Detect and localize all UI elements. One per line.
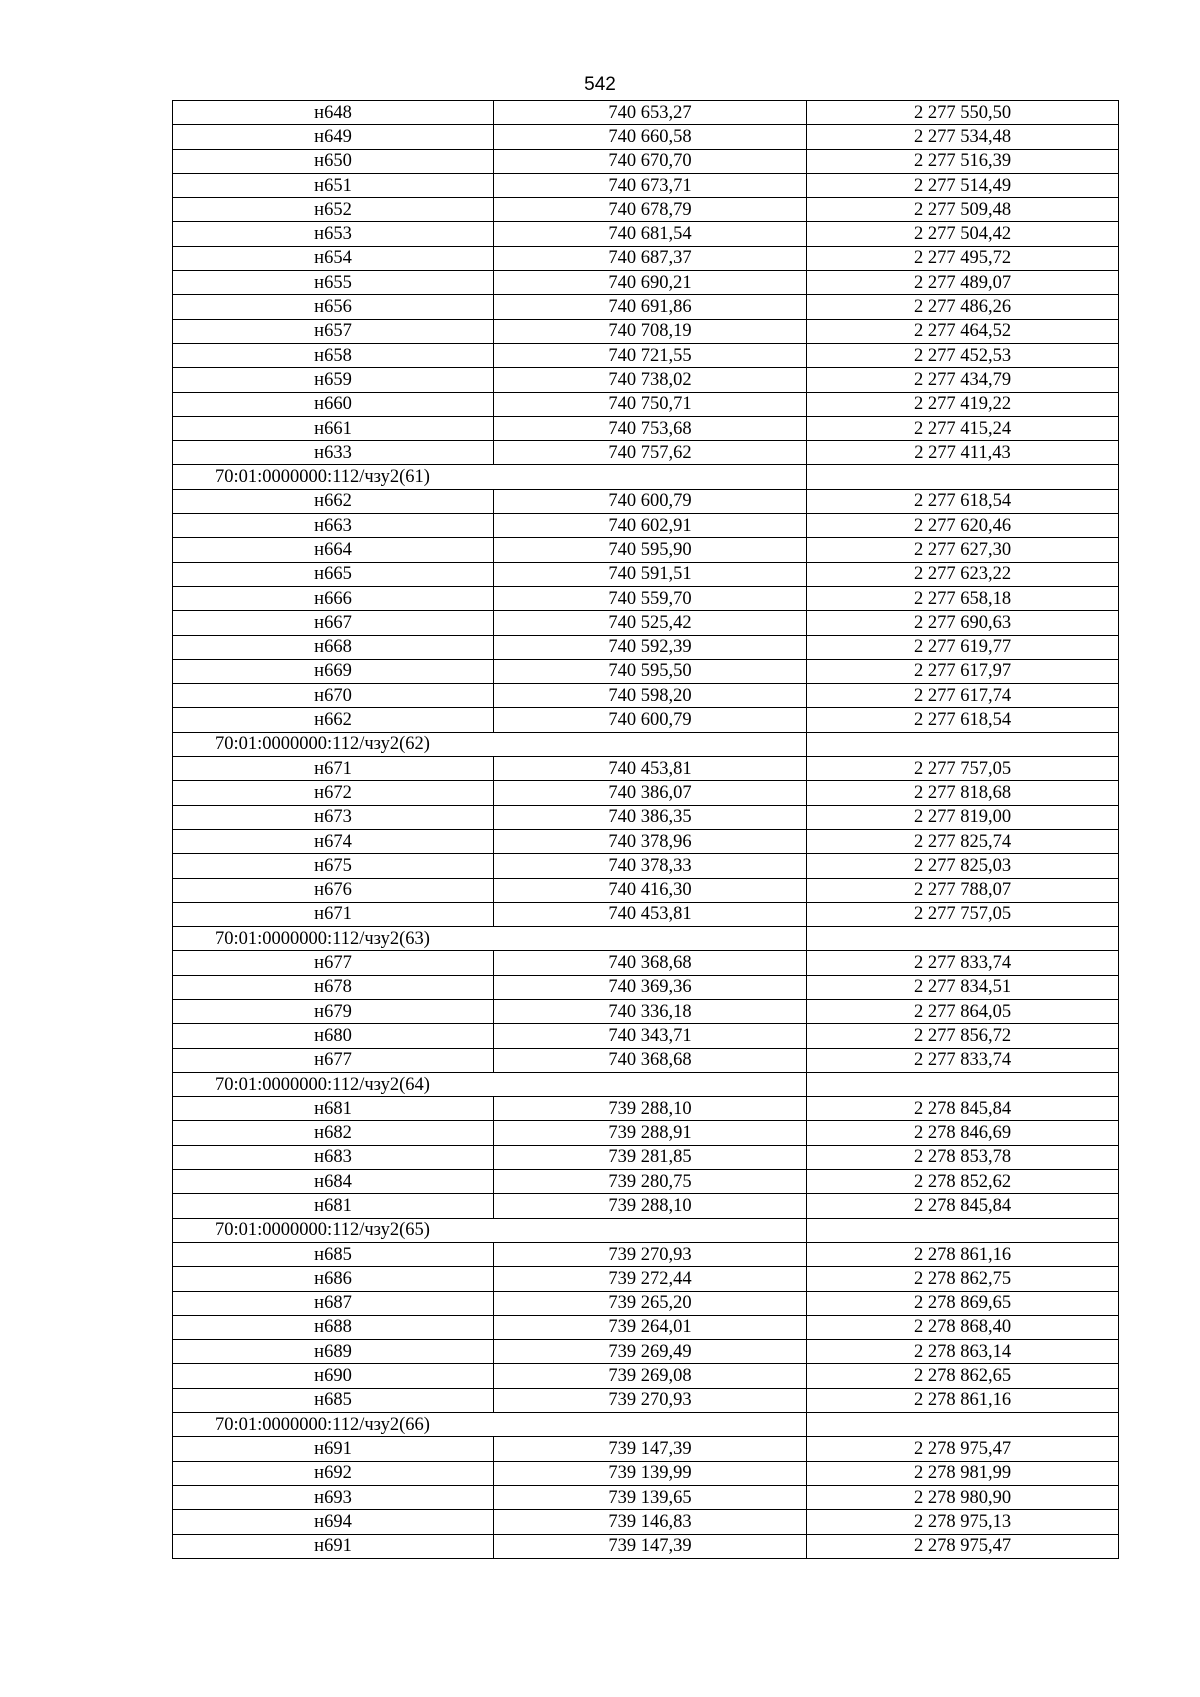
x-coordinate-cell: 740 602,91 xyxy=(494,514,807,538)
table-row xyxy=(173,635,1119,659)
y-coordinate-cell: 2 278 863,14 xyxy=(807,1340,1119,1364)
table-row xyxy=(173,1121,1119,1145)
y-coordinate-cell: 2 278 981,99 xyxy=(807,1461,1119,1485)
table-row xyxy=(173,757,1119,781)
y-coordinate-cell: 2 277 509,48 xyxy=(807,198,1119,222)
y-coordinate-cell: 2 277 489,07 xyxy=(807,271,1119,295)
y-coordinate-cell: 2 277 856,72 xyxy=(807,1024,1119,1048)
table-row xyxy=(173,1267,1119,1291)
section-label: 70:01:0000000:112/чзу2(63) xyxy=(173,927,807,951)
x-coordinate-cell: 740 750,71 xyxy=(494,392,807,416)
x-coordinate-cell: 740 343,71 xyxy=(494,1024,807,1048)
table-row xyxy=(173,343,1119,367)
y-coordinate-cell: 2 277 618,54 xyxy=(807,708,1119,732)
point-id-cell: н688 xyxy=(173,1315,494,1339)
point-id-cell: н673 xyxy=(173,805,494,829)
x-coordinate-cell: 739 147,39 xyxy=(494,1437,807,1461)
point-id-cell: н650 xyxy=(173,149,494,173)
y-coordinate-cell: 2 277 620,46 xyxy=(807,514,1119,538)
point-id-cell: н670 xyxy=(173,684,494,708)
table-row xyxy=(173,416,1119,440)
y-coordinate-cell: 2 277 818,68 xyxy=(807,781,1119,805)
table-row xyxy=(173,149,1119,173)
x-coordinate-cell: 739 288,10 xyxy=(494,1194,807,1218)
table-row xyxy=(173,101,1119,125)
table-row xyxy=(173,1485,1119,1509)
point-id-cell: н667 xyxy=(173,611,494,635)
table-row xyxy=(173,173,1119,197)
point-id-cell: н649 xyxy=(173,125,494,149)
point-id-cell: н671 xyxy=(173,757,494,781)
point-id-cell: н675 xyxy=(173,854,494,878)
point-id-cell: н691 xyxy=(173,1534,494,1558)
table-row xyxy=(173,878,1119,902)
point-id-cell: н672 xyxy=(173,781,494,805)
y-coordinate-cell: 2 277 757,05 xyxy=(807,757,1119,781)
point-id-cell: н679 xyxy=(173,999,494,1023)
y-coordinate-cell: 2 277 834,51 xyxy=(807,975,1119,999)
x-coordinate-cell: 740 386,07 xyxy=(494,781,807,805)
y-coordinate-cell: 2 278 975,47 xyxy=(807,1534,1119,1558)
y-coordinate-cell: 2 277 864,05 xyxy=(807,999,1119,1023)
y-coordinate-cell: 2 278 868,40 xyxy=(807,1315,1119,1339)
table-row xyxy=(173,659,1119,683)
y-coordinate-cell: 2 278 862,65 xyxy=(807,1364,1119,1388)
section-label: 70:01:0000000:112/чзу2(66) xyxy=(173,1413,807,1437)
coordinates-table xyxy=(172,100,1119,1559)
point-id-cell: н680 xyxy=(173,1024,494,1048)
table-row xyxy=(173,1388,1119,1412)
point-id-cell: н671 xyxy=(173,902,494,926)
y-coordinate-cell: 2 277 658,18 xyxy=(807,586,1119,610)
y-coordinate-cell: 2 277 514,49 xyxy=(807,173,1119,197)
table-row xyxy=(173,198,1119,222)
table-row xyxy=(173,441,1119,465)
section-header-row xyxy=(173,1072,1119,1096)
x-coordinate-cell: 739 272,44 xyxy=(494,1267,807,1291)
section-header-row xyxy=(173,732,1119,756)
x-coordinate-cell: 740 595,50 xyxy=(494,659,807,683)
x-coordinate-cell: 739 264,01 xyxy=(494,1315,807,1339)
y-coordinate-cell: 2 277 434,79 xyxy=(807,368,1119,392)
point-id-cell: н661 xyxy=(173,416,494,440)
point-id-cell: н666 xyxy=(173,586,494,610)
section-label: 70:01:0000000:112/чзу2(65) xyxy=(173,1218,807,1242)
table-row xyxy=(173,246,1119,270)
table-row xyxy=(173,271,1119,295)
point-id-cell: н654 xyxy=(173,246,494,270)
y-coordinate-cell: 2 277 617,97 xyxy=(807,659,1119,683)
point-id-cell: н681 xyxy=(173,1097,494,1121)
table-row xyxy=(173,1194,1119,1218)
x-coordinate-cell: 739 146,83 xyxy=(494,1510,807,1534)
x-coordinate-cell: 739 147,39 xyxy=(494,1534,807,1558)
point-id-cell: н660 xyxy=(173,392,494,416)
point-id-cell: н685 xyxy=(173,1388,494,1412)
point-id-cell: н653 xyxy=(173,222,494,246)
point-id-cell: н668 xyxy=(173,635,494,659)
point-id-cell: н677 xyxy=(173,951,494,975)
x-coordinate-cell: 740 678,79 xyxy=(494,198,807,222)
point-id-cell: н693 xyxy=(173,1485,494,1509)
y-coordinate-cell: 2 278 980,90 xyxy=(807,1485,1119,1509)
point-id-cell: н690 xyxy=(173,1364,494,1388)
table-row xyxy=(173,684,1119,708)
point-id-cell: н655 xyxy=(173,271,494,295)
table-row xyxy=(173,1340,1119,1364)
empty-cell xyxy=(807,465,1119,489)
point-id-cell: н662 xyxy=(173,708,494,732)
point-id-cell: н669 xyxy=(173,659,494,683)
x-coordinate-cell: 740 708,19 xyxy=(494,319,807,343)
x-coordinate-cell: 740 525,42 xyxy=(494,611,807,635)
empty-cell xyxy=(807,927,1119,951)
table-row xyxy=(173,1145,1119,1169)
y-coordinate-cell: 2 277 550,50 xyxy=(807,101,1119,125)
table-row xyxy=(173,392,1119,416)
table-row xyxy=(173,1242,1119,1266)
x-coordinate-cell: 739 288,10 xyxy=(494,1097,807,1121)
table-row xyxy=(173,975,1119,999)
x-coordinate-cell: 740 670,70 xyxy=(494,149,807,173)
point-id-cell: н694 xyxy=(173,1510,494,1534)
y-coordinate-cell: 2 277 819,00 xyxy=(807,805,1119,829)
x-coordinate-cell: 739 265,20 xyxy=(494,1291,807,1315)
table-row xyxy=(173,1364,1119,1388)
table-row xyxy=(173,1510,1119,1534)
x-coordinate-cell: 740 687,37 xyxy=(494,246,807,270)
table-row xyxy=(173,1437,1119,1461)
x-coordinate-cell: 739 270,93 xyxy=(494,1388,807,1412)
y-coordinate-cell: 2 277 452,53 xyxy=(807,343,1119,367)
point-id-cell: н659 xyxy=(173,368,494,392)
x-coordinate-cell: 740 653,27 xyxy=(494,101,807,125)
x-coordinate-cell: 739 270,93 xyxy=(494,1242,807,1266)
y-coordinate-cell: 2 277 825,74 xyxy=(807,829,1119,853)
point-id-cell: н656 xyxy=(173,295,494,319)
x-coordinate-cell: 740 369,36 xyxy=(494,975,807,999)
table-row xyxy=(173,538,1119,562)
table-row xyxy=(173,489,1119,513)
table-row xyxy=(173,611,1119,635)
y-coordinate-cell: 2 278 845,84 xyxy=(807,1097,1119,1121)
point-id-cell: н685 xyxy=(173,1242,494,1266)
x-coordinate-cell: 740 386,35 xyxy=(494,805,807,829)
page-number: 542 xyxy=(584,74,616,95)
point-id-cell: н665 xyxy=(173,562,494,586)
section-label: 70:01:0000000:112/чзу2(62) xyxy=(173,732,807,756)
table-row xyxy=(173,586,1119,610)
x-coordinate-cell: 740 691,86 xyxy=(494,295,807,319)
y-coordinate-cell: 2 277 495,72 xyxy=(807,246,1119,270)
point-id-cell: н678 xyxy=(173,975,494,999)
x-coordinate-cell: 739 269,08 xyxy=(494,1364,807,1388)
point-id-cell: н684 xyxy=(173,1170,494,1194)
y-coordinate-cell: 2 277 464,52 xyxy=(807,319,1119,343)
point-id-cell: н648 xyxy=(173,101,494,125)
y-coordinate-cell: 2 277 618,54 xyxy=(807,489,1119,513)
x-coordinate-cell: 740 753,68 xyxy=(494,416,807,440)
y-coordinate-cell: 2 277 617,74 xyxy=(807,684,1119,708)
y-coordinate-cell: 2 278 853,78 xyxy=(807,1145,1119,1169)
y-coordinate-cell: 2 278 861,16 xyxy=(807,1242,1119,1266)
table-row xyxy=(173,562,1119,586)
table-row xyxy=(173,514,1119,538)
table-row xyxy=(173,1461,1119,1485)
empty-cell xyxy=(807,1413,1119,1437)
table-row xyxy=(173,1170,1119,1194)
y-coordinate-cell: 2 278 846,69 xyxy=(807,1121,1119,1145)
y-coordinate-cell: 2 277 623,22 xyxy=(807,562,1119,586)
x-coordinate-cell: 740 378,33 xyxy=(494,854,807,878)
point-id-cell: н683 xyxy=(173,1145,494,1169)
x-coordinate-cell: 739 139,99 xyxy=(494,1461,807,1485)
x-coordinate-cell: 740 378,96 xyxy=(494,829,807,853)
x-coordinate-cell: 739 281,85 xyxy=(494,1145,807,1169)
x-coordinate-cell: 740 660,58 xyxy=(494,125,807,149)
table-row xyxy=(173,1024,1119,1048)
section-header-row xyxy=(173,465,1119,489)
table-row xyxy=(173,902,1119,926)
y-coordinate-cell: 2 277 833,74 xyxy=(807,951,1119,975)
point-id-cell: н664 xyxy=(173,538,494,562)
x-coordinate-cell: 739 269,49 xyxy=(494,1340,807,1364)
y-coordinate-cell: 2 277 627,30 xyxy=(807,538,1119,562)
section-label: 70:01:0000000:112/чзу2(64) xyxy=(173,1072,807,1096)
table-row xyxy=(173,951,1119,975)
x-coordinate-cell: 740 681,54 xyxy=(494,222,807,246)
x-coordinate-cell: 739 139,65 xyxy=(494,1485,807,1509)
point-id-cell: н686 xyxy=(173,1267,494,1291)
y-coordinate-cell: 2 278 861,16 xyxy=(807,1388,1119,1412)
table-row xyxy=(173,319,1119,343)
y-coordinate-cell: 2 278 869,65 xyxy=(807,1291,1119,1315)
point-id-cell: н691 xyxy=(173,1437,494,1461)
table-row xyxy=(173,1315,1119,1339)
x-coordinate-cell: 740 595,90 xyxy=(494,538,807,562)
table-row xyxy=(173,368,1119,392)
empty-cell xyxy=(807,732,1119,756)
table-row xyxy=(173,1534,1119,1558)
point-id-cell: н651 xyxy=(173,173,494,197)
table-row xyxy=(173,295,1119,319)
y-coordinate-cell: 2 277 486,26 xyxy=(807,295,1119,319)
y-coordinate-cell: 2 277 419,22 xyxy=(807,392,1119,416)
x-coordinate-cell: 740 721,55 xyxy=(494,343,807,367)
empty-cell xyxy=(807,1218,1119,1242)
y-coordinate-cell: 2 277 516,39 xyxy=(807,149,1119,173)
point-id-cell: н657 xyxy=(173,319,494,343)
table-row xyxy=(173,829,1119,853)
y-coordinate-cell: 2 278 862,75 xyxy=(807,1267,1119,1291)
point-id-cell: н662 xyxy=(173,489,494,513)
empty-cell xyxy=(807,1072,1119,1096)
point-id-cell: н682 xyxy=(173,1121,494,1145)
x-coordinate-cell: 740 592,39 xyxy=(494,635,807,659)
x-coordinate-cell: 740 757,62 xyxy=(494,441,807,465)
x-coordinate-cell: 740 738,02 xyxy=(494,368,807,392)
point-id-cell: н633 xyxy=(173,441,494,465)
table-row xyxy=(173,781,1119,805)
x-coordinate-cell: 740 690,21 xyxy=(494,271,807,295)
table-row xyxy=(173,999,1119,1023)
point-id-cell: н692 xyxy=(173,1461,494,1485)
x-coordinate-cell: 740 416,30 xyxy=(494,878,807,902)
x-coordinate-cell: 739 288,91 xyxy=(494,1121,807,1145)
table-row xyxy=(173,1097,1119,1121)
section-header-row xyxy=(173,1218,1119,1242)
x-coordinate-cell: 740 598,20 xyxy=(494,684,807,708)
section-label: 70:01:0000000:112/чзу2(61) xyxy=(173,465,807,489)
x-coordinate-cell: 740 559,70 xyxy=(494,586,807,610)
point-id-cell: н677 xyxy=(173,1048,494,1072)
table-row xyxy=(173,708,1119,732)
point-id-cell: н676 xyxy=(173,878,494,902)
x-coordinate-cell: 740 591,51 xyxy=(494,562,807,586)
y-coordinate-cell: 2 278 852,62 xyxy=(807,1170,1119,1194)
y-coordinate-cell: 2 278 975,13 xyxy=(807,1510,1119,1534)
y-coordinate-cell: 2 277 504,42 xyxy=(807,222,1119,246)
x-coordinate-cell: 740 673,71 xyxy=(494,173,807,197)
point-id-cell: н658 xyxy=(173,343,494,367)
x-coordinate-cell: 740 600,79 xyxy=(494,708,807,732)
point-id-cell: н663 xyxy=(173,514,494,538)
section-header-row xyxy=(173,1413,1119,1437)
x-coordinate-cell: 740 336,18 xyxy=(494,999,807,1023)
x-coordinate-cell: 740 453,81 xyxy=(494,757,807,781)
y-coordinate-cell: 2 278 975,47 xyxy=(807,1437,1119,1461)
y-coordinate-cell: 2 277 690,63 xyxy=(807,611,1119,635)
y-coordinate-cell: 2 277 534,48 xyxy=(807,125,1119,149)
point-id-cell: н687 xyxy=(173,1291,494,1315)
table-row xyxy=(173,805,1119,829)
x-coordinate-cell: 740 368,68 xyxy=(494,951,807,975)
point-id-cell: н652 xyxy=(173,198,494,222)
table-row xyxy=(173,222,1119,246)
y-coordinate-cell: 2 277 411,43 xyxy=(807,441,1119,465)
point-id-cell: н681 xyxy=(173,1194,494,1218)
section-header-row xyxy=(173,927,1119,951)
x-coordinate-cell: 740 453,81 xyxy=(494,902,807,926)
table-row xyxy=(173,854,1119,878)
y-coordinate-cell: 2 277 788,07 xyxy=(807,878,1119,902)
x-coordinate-cell: 739 280,75 xyxy=(494,1170,807,1194)
y-coordinate-cell: 2 278 845,84 xyxy=(807,1194,1119,1218)
y-coordinate-cell: 2 277 757,05 xyxy=(807,902,1119,926)
y-coordinate-cell: 2 277 833,74 xyxy=(807,1048,1119,1072)
table-row xyxy=(173,1048,1119,1072)
y-coordinate-cell: 2 277 619,77 xyxy=(807,635,1119,659)
table-row xyxy=(173,125,1119,149)
coordinates-table-body xyxy=(173,101,1119,1559)
point-id-cell: н689 xyxy=(173,1340,494,1364)
x-coordinate-cell: 740 368,68 xyxy=(494,1048,807,1072)
y-coordinate-cell: 2 277 825,03 xyxy=(807,854,1119,878)
point-id-cell: н674 xyxy=(173,829,494,853)
y-coordinate-cell: 2 277 415,24 xyxy=(807,416,1119,440)
x-coordinate-cell: 740 600,79 xyxy=(494,489,807,513)
table-row xyxy=(173,1291,1119,1315)
